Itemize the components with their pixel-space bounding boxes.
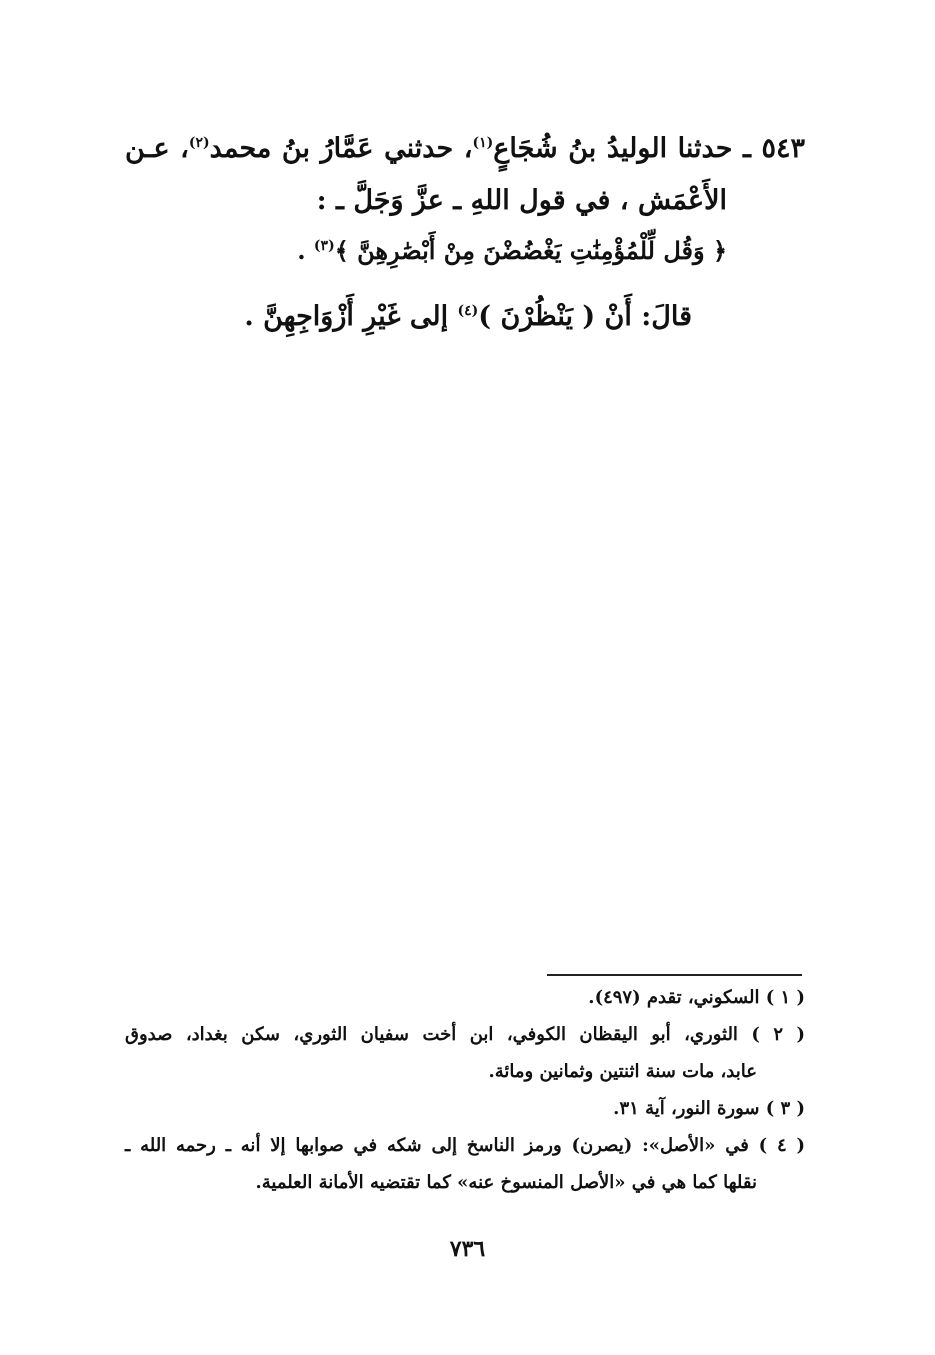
verse-text: ﴿ وَقُل لِّلْمُؤْمِنَٰتِ يَغْضُضْنَ مِنْ أَبْصَٰرِهِنَّ ﴾ — [334, 236, 727, 265]
hadith-line-1-middle: ، حدثني عَمَّارُ بنُ محمد — [209, 133, 473, 164]
footnote-ref-2: (٢) — [188, 135, 210, 151]
footnote-2-line-2: عابد، مات سنة اثنتين وثمانين ومائة. — [488, 1061, 757, 1082]
hadith-line-1-start: ٥٤٣ ـ حدثنا الوليدُ بنُ شُجَاعٍ — [493, 133, 805, 164]
footnote-ref-4: (٤) — [457, 303, 479, 319]
hadith-line-2: الأَعْمَش ، في قول اللهِ ـ عزَّ وَجَلَّ ـ : — [316, 185, 727, 216]
commentary-start: قالَ: أَنْ ( يَنْظُرْنَ ) — [478, 301, 692, 332]
commentary-end: إلى غَيْرِ أَزْوَاجِهِنَّ . — [244, 301, 458, 332]
hadith-line-1 — [125, 132, 805, 166]
footnote-3: ( ٣ ) سورة النور، آية ٣١. — [613, 1098, 805, 1119]
verse-period: . — [297, 236, 314, 265]
page-number: ٧٣٦ — [449, 1236, 486, 1262]
footnote-ref-3: (٣) — [313, 238, 335, 254]
footnote-2-line-1: ( ٢ ) الثوري، أبو اليقظان الكوفي، ابن أخت سفيان الثوري، سكن بغداد، صدوق — [125, 1024, 805, 1045]
footnote-4-line-1: ( ٤ ) في «الأصل»: (يصرن) ورمز الناسخ إلى شكه في صوابها إلا أنه ـ رحمه الله ـ — [125, 1135, 805, 1156]
hadith-commentary — [244, 300, 692, 334]
footnote-1: ( ١ ) السكوني، تقدم (٤٩٧). — [588, 987, 805, 1008]
hadith-line-1-end: ، عـن — [125, 133, 189, 164]
footnote-4-line-2: نقلها كما هي في «الأصل المنسوخ عنه» كما تقتضيه الأمانة العلمية. — [255, 1172, 757, 1193]
footnote-ref-1: (١) — [472, 135, 494, 151]
quran-verse — [297, 234, 727, 268]
footnote-divider — [547, 974, 802, 976]
